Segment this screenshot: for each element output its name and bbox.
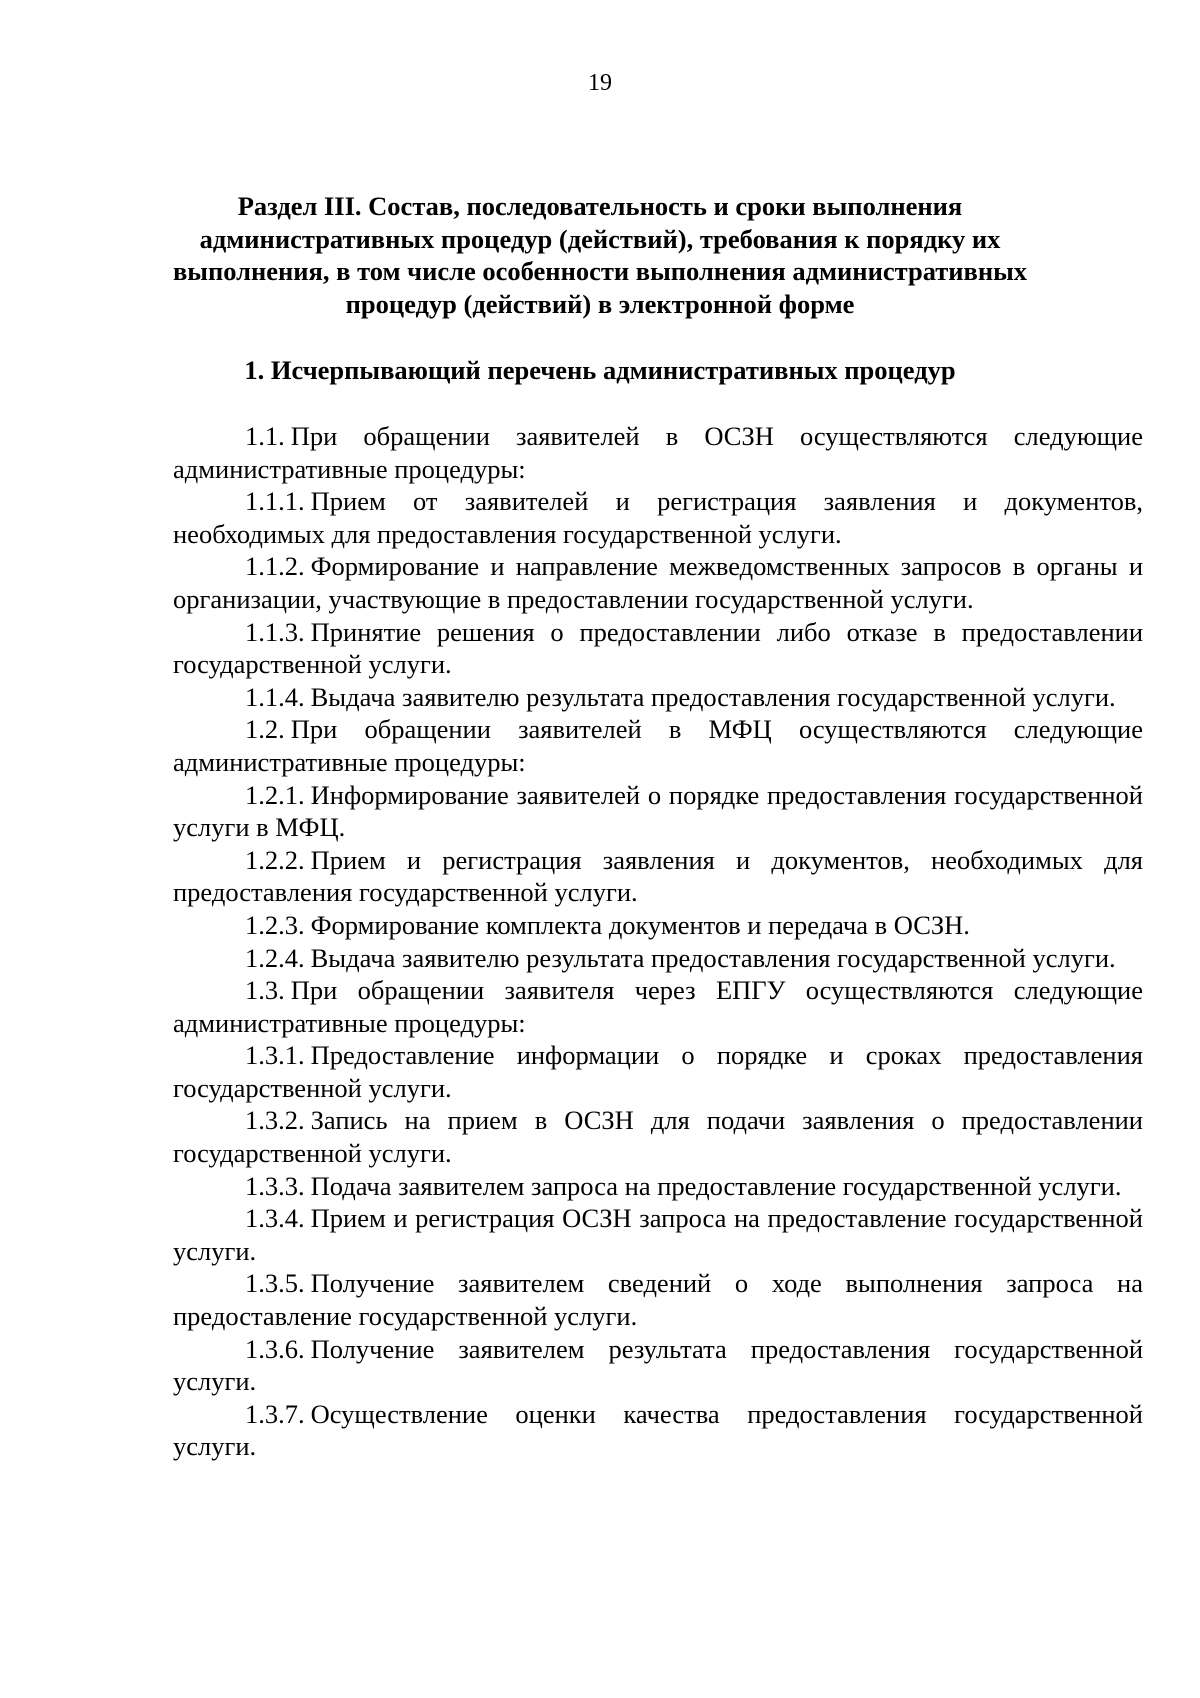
item-text: Подача заявителем запроса на предоставление государственной услуги. [310, 1170, 1122, 1201]
list-item [173, 1170, 1143, 1203]
section-title: Раздел III. Состав, последовательность и сроки выполнения административных процедур (действий), требования к порядку их выполнения, в том числе особенности выполнения административных процедур (действий) в электронной форме [172, 191, 1028, 319]
list-item [173, 779, 1143, 844]
page-number: 19 [588, 70, 612, 96]
item-number: 1.3.5. [245, 1268, 305, 1299]
list-item [173, 1202, 1143, 1267]
item-number: 1.3.4. [245, 1203, 305, 1234]
item-number: 1.2.3. [245, 909, 305, 940]
item-number: 1.3.3. [245, 1170, 305, 1201]
item-number: 1.1. [245, 421, 285, 451]
item-text: Запись на прием в ОСЗН для подачи заявления о предоставлении государственной услуги. [173, 1105, 1143, 1169]
item-text: При обращении заявителей в ОСЗН осуществляются следующие административные процедуры: [173, 421, 1143, 484]
item-text: Предоставление информации о порядке и сроках предоставления государственной услуги. [173, 1040, 1143, 1103]
item-text: Выдача заявителю результата предоставления государственной услуги. [310, 942, 1116, 973]
item-number: 1.2.1. [245, 779, 305, 810]
subsection-title: 1. Исчерпывающий перечень административных процедур [244, 355, 956, 385]
list-item [173, 1398, 1143, 1463]
item-text: Получение заявителем результата предоставления государственной услуги. [173, 1333, 1143, 1397]
list-item [173, 974, 1143, 1039]
list-item [173, 1333, 1143, 1398]
item-number: 1.2.2. [245, 844, 305, 875]
item-number: 1.3.6. [245, 1333, 305, 1364]
item-number: 1.1.2. [245, 551, 305, 582]
item-number: 1.3.2. [245, 1105, 305, 1136]
item-text: Осуществление оценки качества предоставления государственной услуги. [173, 1398, 1143, 1462]
item-text: Формирование комплекта документов и передача в ОСЗН. [310, 909, 970, 940]
item-text: Прием от заявителей и регистрация заявления и документов, необходимых для предоставления государственной услуги. [173, 486, 1143, 549]
item-number: 1.3.1. [245, 1040, 305, 1071]
list-item [173, 485, 1143, 550]
list-item [173, 1104, 1143, 1169]
item-number: 1.1.3. [245, 616, 305, 647]
item-text: Принятие решения о предоставлении либо отказе в предоставлении государственной услуги. [173, 616, 1143, 680]
item-text: При обращении заявителя через ЕПГУ осуществляются следующие административные процедуры: [173, 975, 1143, 1038]
item-text: Формирование и направление межведомственных запросов в органы и организации, участвующие в предоставлении государственной услуги. [173, 551, 1143, 614]
item-number: 1.1.1. [245, 486, 305, 517]
list-item [173, 616, 1143, 681]
item-text: Получение заявителем сведений о ходе выполнения запроса на предоставление государственной услуги. [173, 1268, 1143, 1332]
list-item [173, 713, 1143, 778]
item-number: 1.2. [245, 714, 285, 745]
list-item [173, 844, 1143, 909]
list-item [173, 1039, 1143, 1104]
item-number: 1.1.4. [245, 681, 305, 712]
list-item [173, 1267, 1143, 1332]
item-text: Прием и регистрация ОСЗН запроса на предоставление государственной услуги. [173, 1203, 1143, 1266]
item-number: 1.2.4. [245, 942, 305, 973]
list-item [173, 420, 1143, 485]
list-item [173, 942, 1143, 975]
item-text: Информирование заявителей о порядке предоставления государственной услуги в МФЦ. [173, 779, 1143, 843]
item-text: Выдача заявителю результата предоставления государственной услуги. [310, 681, 1116, 712]
item-number: 1.3. [245, 975, 285, 1006]
item-text: Прием и регистрация заявления и документов, необходимых для предоставления государственной услуги. [173, 844, 1143, 908]
list-item [173, 681, 1143, 714]
list-item [173, 909, 1143, 942]
item-text: При обращении заявителей в МФЦ осуществляются следующие административные процедуры: [173, 714, 1143, 777]
item-number: 1.3.7. [245, 1398, 305, 1429]
body-text [173, 420, 1143, 1463]
list-item [173, 550, 1143, 615]
